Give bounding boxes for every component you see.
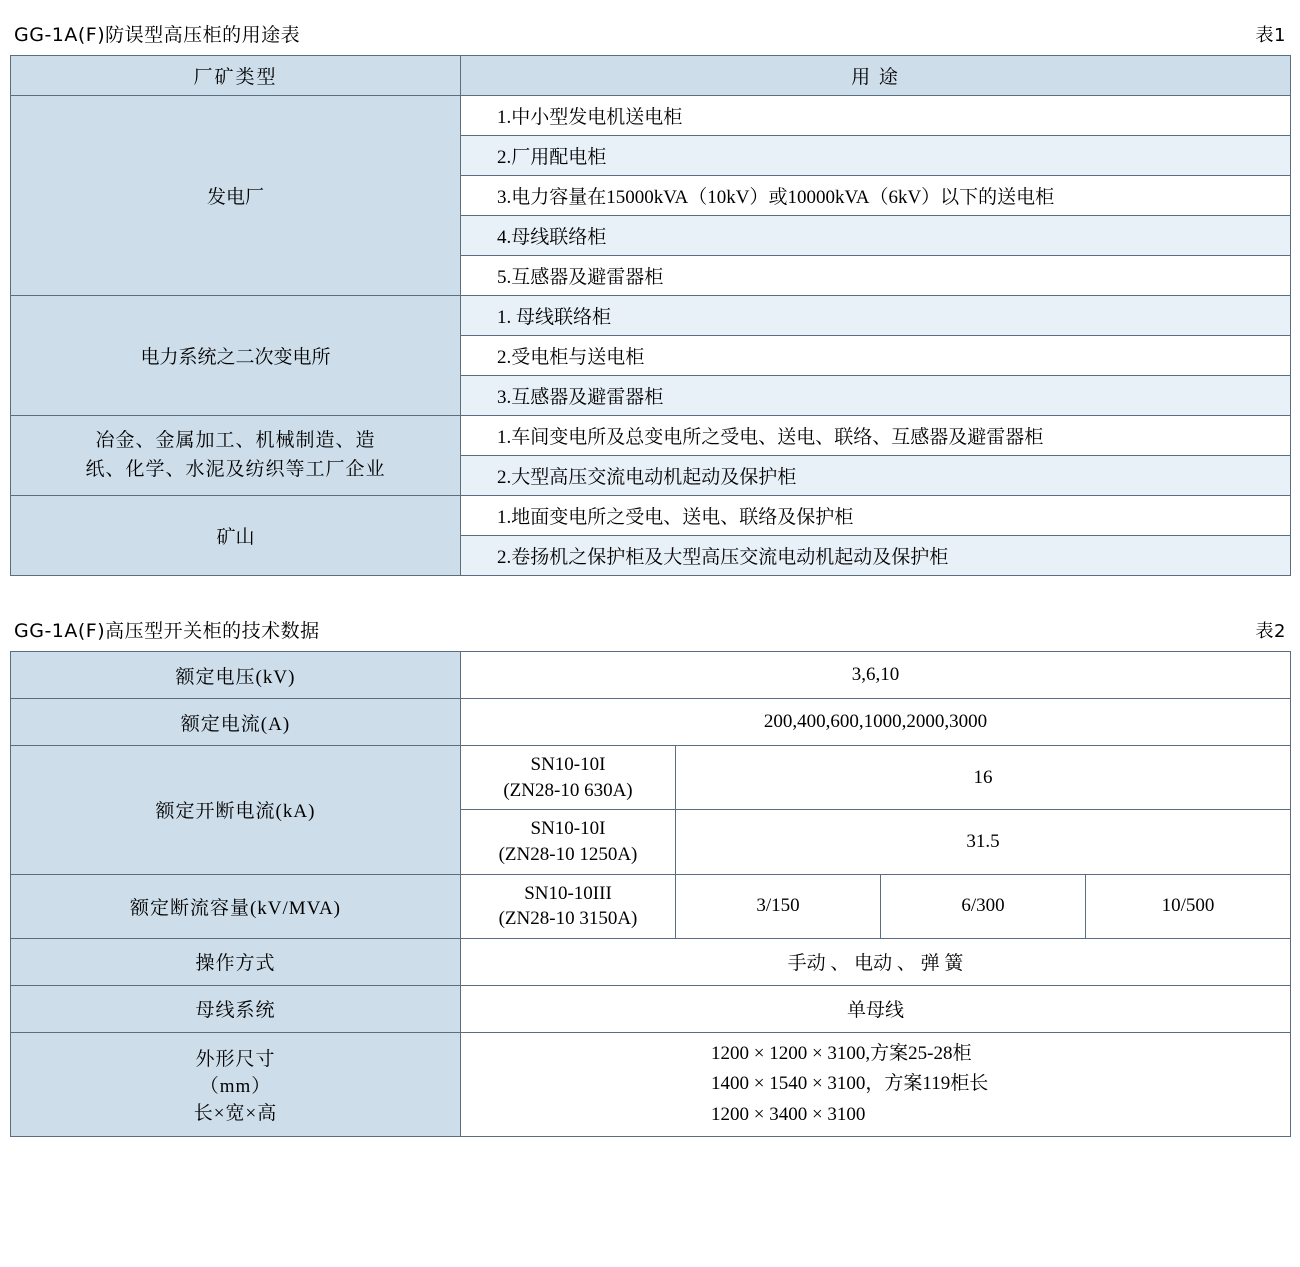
category-industry-line2: 纸、化学、水泥及纺织等工厂企业 — [85, 458, 386, 480]
table-row — [11, 96, 1291, 136]
breaking-current-model-1 — [461, 746, 676, 810]
category-power-plant: 发电厂 — [11, 96, 461, 296]
rated-current-label: 额定电流(A) — [11, 699, 461, 746]
table-row — [11, 1032, 1291, 1136]
breaking-current-model-1-line2: (ZN28-10 630A) — [503, 779, 633, 801]
breaking-capacity-model — [461, 874, 676, 938]
breaking-current-model-2-line2: (ZN28-10 1250A) — [498, 843, 638, 865]
usage-item: 1.车间变电所及总变电所之受电、送电、联络、互感器及避雷器柜 — [461, 416, 1291, 456]
breaking-current-model-1-line1: SN10-10I — [530, 754, 606, 775]
rated-voltage-label: 额定电压(kV) — [11, 652, 461, 699]
operation-mode-value: 手动 、 电动 、 弹 簧 — [461, 938, 1291, 985]
section-gap — [10, 576, 1290, 616]
category-secondary-substation: 电力系统之二次变电所 — [11, 296, 461, 416]
table-row — [11, 652, 1291, 699]
table2-caption-number: 表2 — [1255, 621, 1286, 642]
breaking-current-value-2: 31.5 — [676, 810, 1291, 874]
table-row — [11, 56, 1291, 96]
usage-item: 1. 母线联络柜 — [461, 296, 1291, 336]
table1-caption-title: GG-1A(F)防误型高压柜的用途表 — [14, 24, 301, 46]
breaking-current-label: 额定开断电流(kA) — [11, 746, 461, 875]
breaking-current-model-2 — [461, 810, 676, 874]
table-row — [11, 746, 1291, 810]
category-industry — [11, 416, 461, 496]
busbar-system-value: 单母线 — [461, 985, 1291, 1032]
table1-caption-number: 表1 — [1255, 25, 1286, 46]
table2-caption-title: GG-1A(F)高压型开关柜的技术数据 — [14, 620, 320, 642]
dimensions-label-line2: （mm） — [199, 1075, 272, 1097]
table1-header-category: 厂矿类型 — [11, 56, 461, 96]
breaking-current-value-1: 16 — [676, 746, 1291, 810]
usage-item: 3.电力容量在15000kVA（10kV）或10000kVA（6kV）以下的送电柜 — [461, 176, 1291, 216]
usage-item: 4.母线联络柜 — [461, 216, 1291, 256]
technical-data-table — [10, 651, 1291, 1137]
dimensions-value-line3: 1200 × 3400 × 3100 — [711, 1103, 866, 1125]
dimensions-label-line1: 外形尺寸 — [195, 1048, 276, 1070]
usage-item: 5.互感器及避雷器柜 — [461, 256, 1291, 296]
table-row — [11, 699, 1291, 746]
busbar-system-label: 母线系统 — [11, 985, 461, 1032]
table1-header-usage: 用 途 — [461, 56, 1291, 96]
rated-voltage-value: 3,6,10 — [461, 652, 1291, 699]
breaking-capacity-model-line2: (ZN28-10 3150A) — [498, 908, 638, 930]
usage-item: 1.地面变电所之受电、送电、联络及保护柜 — [461, 496, 1291, 536]
table-row — [11, 416, 1291, 456]
category-mine: 矿山 — [11, 496, 461, 576]
usage-item: 2.大型高压交流电动机起动及保护柜 — [461, 456, 1291, 496]
usage-item: 3.互感器及避雷器柜 — [461, 376, 1291, 416]
dimensions-label-line3: 长×宽×高 — [193, 1102, 278, 1124]
table1-caption — [10, 20, 1290, 47]
table-row — [11, 496, 1291, 536]
breaking-capacity-value-3: 10/500 — [1086, 874, 1291, 938]
table-row — [11, 296, 1291, 336]
usage-item: 2.卷扬机之保护柜及大型高压交流电动机起动及保护柜 — [461, 536, 1291, 576]
breaking-capacity-value-2: 6/300 — [881, 874, 1086, 938]
dimensions-value-line2: 1400 × 1540 × 3100，方案119柜长 — [711, 1073, 989, 1095]
breaking-capacity-label: 额定断流容量(kV/MVA) — [11, 874, 461, 938]
dimensions-value — [461, 1032, 1291, 1136]
table2-caption — [10, 616, 1290, 643]
breaking-current-model-2-line1: SN10-10I — [530, 818, 606, 840]
breaking-capacity-model-line1: SN10-10III — [524, 882, 612, 904]
dimensions-value-line1: 1200 × 1200 × 3100,方案25-28柜 — [711, 1042, 972, 1064]
operation-mode-label: 操作方式 — [11, 938, 461, 985]
rated-current-value: 200,400,600,1000,2000,3000 — [461, 699, 1291, 746]
category-industry-line1: 冶金、金属加工、机械制造、造 — [95, 430, 376, 451]
breaking-capacity-value-1: 3/150 — [676, 874, 881, 938]
usage-item: 2.厂用配电柜 — [461, 136, 1291, 176]
dimensions-label — [11, 1032, 461, 1136]
table-row — [11, 938, 1291, 985]
table-row — [11, 985, 1291, 1032]
usage-item: 2.受电柜与送电柜 — [461, 336, 1291, 376]
usage-table — [10, 55, 1291, 576]
usage-item: 1.中小型发电机送电柜 — [461, 96, 1291, 136]
table-row — [11, 874, 1291, 938]
